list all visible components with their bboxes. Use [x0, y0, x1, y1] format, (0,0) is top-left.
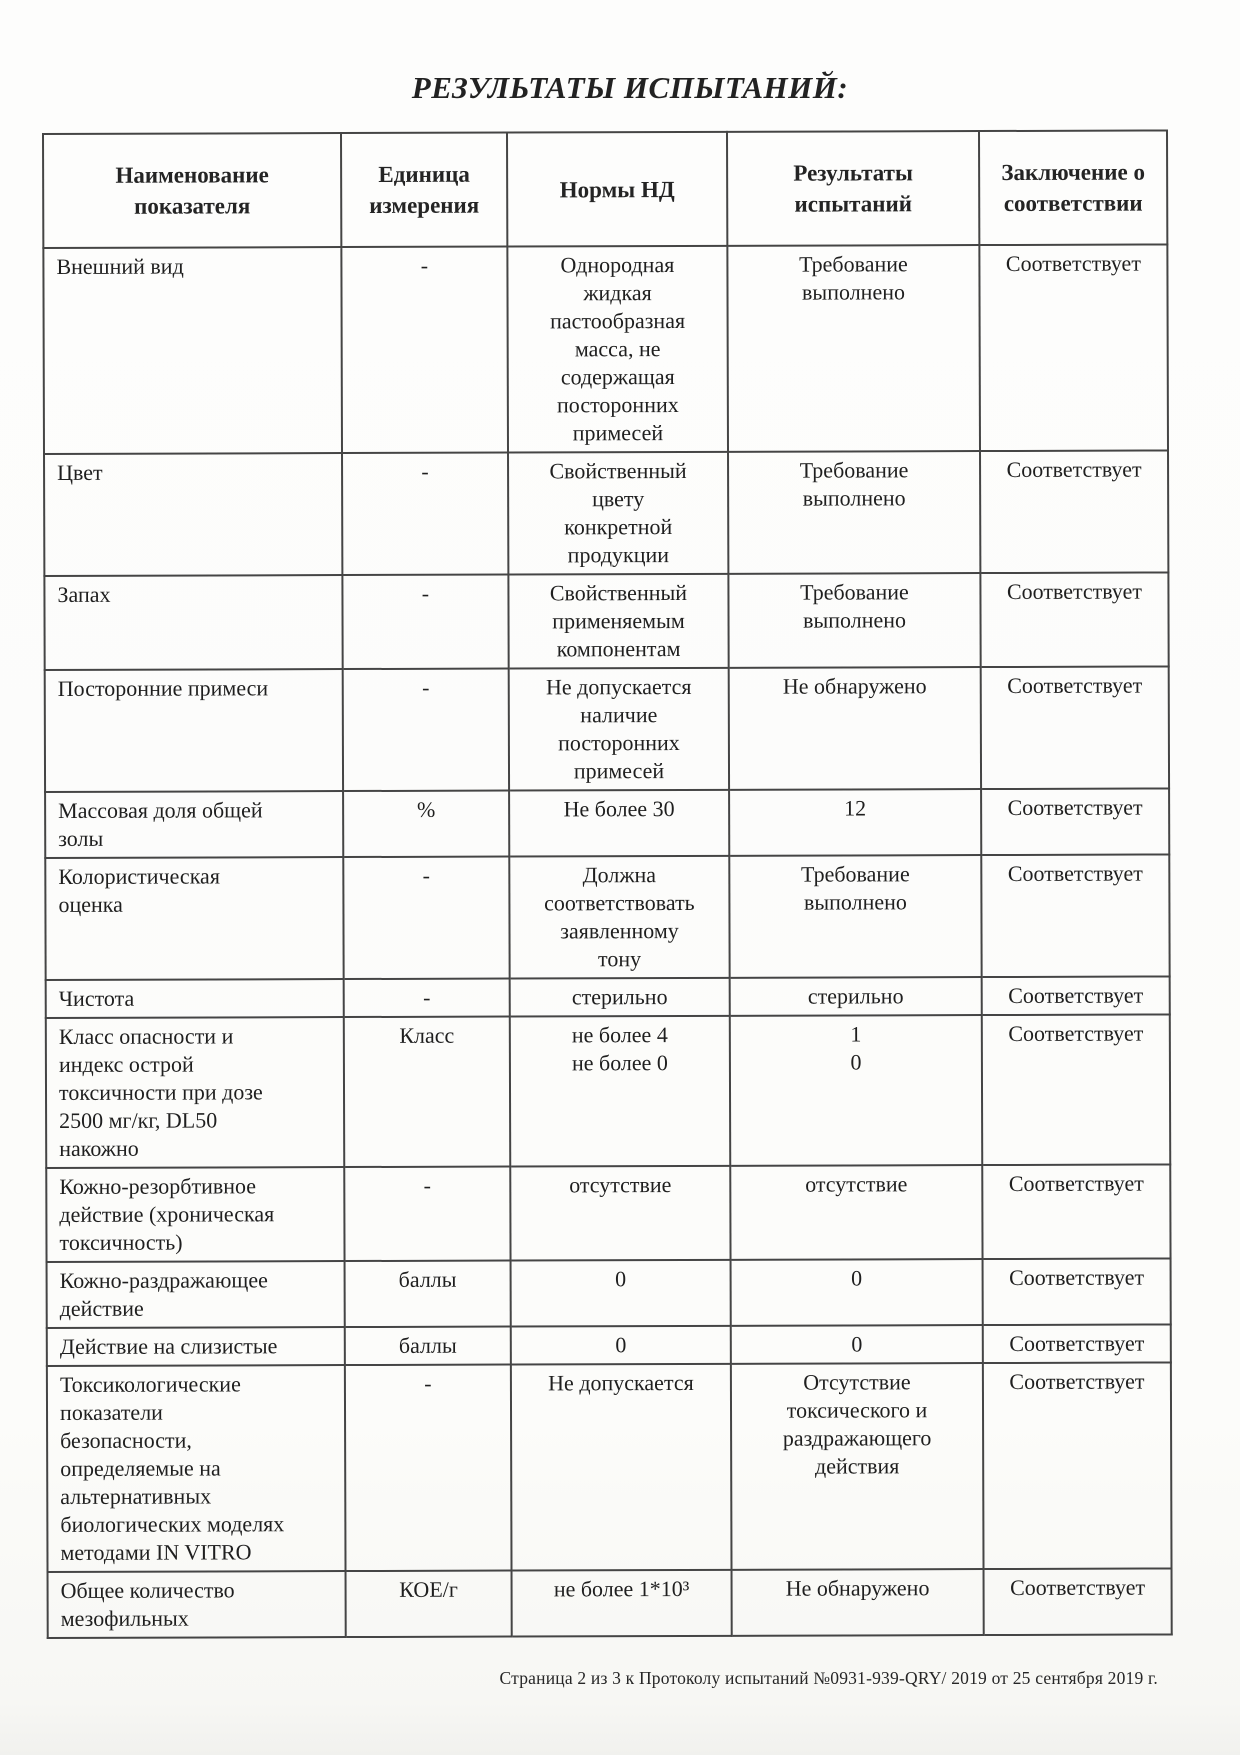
cell-indicator-name: Действие на слизистые — [47, 1327, 345, 1366]
cell-norm: Однородная жидкая пастообразная масса, не содержащая посторонних примесей — [507, 246, 728, 453]
table-row — [45, 854, 1169, 980]
cell-result: Требование выполнено — [728, 573, 980, 668]
cell-result: стерильно — [730, 977, 982, 1016]
table-row — [45, 666, 1169, 792]
cell-indicator-name: Запах — [44, 575, 342, 670]
results-table — [42, 129, 1173, 1639]
table-row — [44, 572, 1168, 670]
cell-norm: отсутствие — [510, 1166, 730, 1261]
column-header-norm: Нормы НД — [507, 132, 727, 247]
cell-unit: баллы — [345, 1261, 511, 1328]
cell-unit: - — [342, 453, 508, 576]
cell-indicator-name: Цвет — [44, 453, 342, 576]
cell-result: Не обнаружено — [729, 667, 981, 790]
cell-conclusion: Соответствует — [983, 1258, 1171, 1325]
cell-unit: - — [341, 247, 508, 454]
column-header-result: Результаты испытаний — [727, 131, 979, 246]
header-row — [43, 130, 1167, 248]
cell-indicator-name: Токсикологические показатели безопасности, определяемые на альтернативных биологических моделях методами IN VITRO — [47, 1365, 346, 1572]
cell-unit: - — [345, 1365, 512, 1572]
cell-result: 1 0 — [730, 1015, 982, 1166]
table-row — [47, 1258, 1171, 1328]
cell-result: Не обнаружено — [732, 1569, 984, 1636]
cell-conclusion: Соответствует — [981, 666, 1169, 789]
cell-indicator-name: Чистота — [46, 979, 344, 1018]
cell-result: Требование выполнено — [729, 855, 981, 978]
cell-indicator-name: Общее количество мезофильных — [48, 1571, 346, 1638]
table-row — [45, 788, 1169, 858]
cell-conclusion: Соответствует — [980, 572, 1168, 667]
cell-conclusion: Соответствует — [981, 854, 1169, 977]
results-table-wrapper — [42, 129, 1171, 1639]
cell-norm: 0 — [511, 1326, 731, 1365]
cell-unit: - — [343, 857, 509, 980]
cell-result: Требование выполнено — [728, 451, 980, 574]
page-footer: Страница 2 из 3 к Протоколу испытаний №0931-939-QRY/ 2019 от 25 сентября 2019 г. — [499, 1668, 1158, 1688]
cell-norm: Не более 30 — [509, 790, 729, 857]
results-table-body — [43, 244, 1171, 1638]
table-row — [46, 976, 1170, 1018]
cell-norm: Не допускается наличие посторонних примесей — [509, 668, 729, 791]
cell-unit: Класс — [344, 1017, 510, 1168]
cell-unit: - — [343, 669, 509, 792]
cell-conclusion: Соответствует — [981, 788, 1169, 855]
column-header-name: Наименование показателя — [43, 133, 341, 248]
cell-conclusion: Соответствует — [982, 976, 1170, 1015]
cell-result: Отсутствие токсического и раздражающего действия — [731, 1363, 984, 1570]
cell-unit: КОЕ/г — [346, 1571, 512, 1638]
cell-norm: стерильно — [510, 978, 730, 1017]
cell-indicator-name: Внешний вид — [43, 247, 342, 454]
table-row — [47, 1362, 1172, 1572]
results-table-header — [43, 130, 1167, 248]
cell-norm: Свойственный цвету конкретной продукции — [508, 452, 728, 575]
cell-norm: Должна соответствовать заявленному тону — [509, 856, 729, 979]
page-title: РЕЗУЛЬТАТЫ ИСПЫТАНИЙ: — [411, 70, 849, 105]
cell-result: Требование выполнено — [727, 245, 980, 452]
cell-unit: баллы — [345, 1327, 511, 1366]
cell-conclusion: Соответствует — [979, 244, 1168, 451]
cell-result: 0 — [731, 1325, 983, 1364]
table-row — [47, 1324, 1171, 1366]
cell-indicator-name: Колористическая оценка — [45, 857, 343, 980]
cell-norm: Свойственный применяемым компонентам — [508, 574, 728, 669]
cell-conclusion: Соответствует — [982, 1014, 1170, 1165]
table-row — [48, 1568, 1172, 1638]
cell-conclusion: Соответствует — [984, 1568, 1172, 1635]
table-row — [46, 1164, 1170, 1262]
cell-conclusion: Соответствует — [980, 450, 1168, 573]
cell-indicator-name: Посторонние примеси — [45, 669, 343, 792]
cell-indicator-name: Массовая доля общей золы — [45, 791, 343, 858]
cell-indicator-name: Кожно-раздражающее действие — [47, 1261, 345, 1328]
cell-unit: - — [342, 575, 508, 670]
table-row — [43, 244, 1168, 454]
cell-result: 12 — [729, 789, 981, 856]
cell-indicator-name: Кожно-резорбтивное действие (хроническая токсичность) — [46, 1167, 344, 1262]
cell-norm: не более 4 не более 0 — [510, 1016, 730, 1167]
cell-conclusion: Соответствует — [983, 1324, 1171, 1363]
column-header-unit: Единица измерения — [341, 133, 507, 248]
cell-unit: - — [344, 979, 510, 1018]
cell-indicator-name: Класс опасности и индекс острой токсичности при дозе 2500 мг/кг, DL50 накожно — [46, 1017, 344, 1168]
cell-norm: не более 1*10³ — [512, 1570, 732, 1637]
cell-unit: - — [344, 1167, 510, 1262]
column-header-conclusion: Заключение о соответствии — [979, 130, 1167, 245]
cell-norm: 0 — [511, 1260, 731, 1327]
cell-result: 0 — [731, 1259, 983, 1326]
cell-result: отсутствие — [730, 1165, 982, 1260]
cell-conclusion: Соответствует — [982, 1164, 1170, 1259]
cell-norm: Не допускается — [511, 1364, 732, 1571]
table-row — [44, 450, 1168, 576]
cell-unit: % — [343, 791, 509, 858]
table-row — [46, 1014, 1170, 1168]
cell-conclusion: Соответствует — [983, 1362, 1172, 1569]
